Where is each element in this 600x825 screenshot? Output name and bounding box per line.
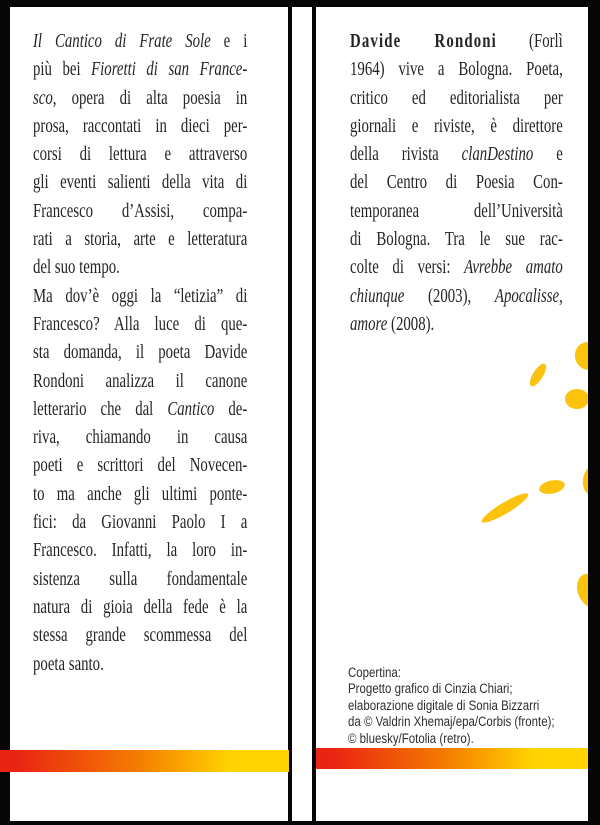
author-bio-text bbox=[350, 28, 563, 339]
text-line: corsi di lettura e attraverso bbox=[33, 144, 248, 166]
text-line: letterario che dal Cantico de- bbox=[33, 398, 248, 420]
text-line: della rivista clanDestino e bbox=[350, 144, 563, 166]
text-line: prosa, raccontati in dieci per- bbox=[33, 115, 248, 137]
text-line: fici: da Giovanni Paolo I a bbox=[33, 512, 248, 534]
credits-text bbox=[348, 665, 579, 747]
text-line: critico ed editorialista per bbox=[350, 87, 563, 109]
text-line: Davide Rondoni (Forlì bbox=[350, 31, 563, 52]
credits-line: Progetto grafico di Cinzia Chiari; bbox=[348, 681, 513, 697]
text-line: amore (2008). bbox=[350, 313, 435, 335]
text-line: temporanea dell’Università bbox=[350, 200, 563, 222]
text-line: più bei Fioretti di san France- bbox=[33, 59, 248, 81]
text-line: di Bologna. Tra le sue rac- bbox=[350, 229, 563, 251]
book-blurb-text bbox=[33, 28, 247, 679]
text-line: sco, opera di alta poesia in bbox=[33, 87, 248, 109]
text-line: poeti e scrittori del Novecen- bbox=[33, 455, 248, 477]
text-line: Francesco d’Assisi, compa- bbox=[33, 200, 248, 222]
text-line: poeta santo. bbox=[33, 653, 104, 675]
credits-line: Copertina: bbox=[348, 665, 401, 680]
text-line: 1964) vive a Bologna. Poeta, bbox=[350, 59, 563, 81]
text-line: natura di gioia della fede è la bbox=[33, 596, 248, 618]
flap-gap-strip bbox=[292, 7, 312, 821]
text-line: sistenza sulla fondamentale bbox=[33, 568, 248, 590]
credits-line: elaborazione digitale di Sonia Bizzarri bbox=[348, 697, 540, 713]
text-line: gli eventi salienti della vita di bbox=[33, 172, 248, 194]
credits-line: © bluesky/Fotolia (retro). bbox=[348, 730, 474, 746]
text-line: colte di versi: Avrebbe amato bbox=[350, 257, 563, 279]
text-line: del Centro di Poesia Con- bbox=[350, 172, 563, 194]
text-line: stessa grande scommessa del bbox=[33, 625, 248, 647]
text-line: chiunque (2003), Apocalisse, bbox=[350, 285, 563, 307]
text-line: sta domanda, il poeta Davide bbox=[33, 342, 248, 364]
text-line: Il Cantico di Frate Sole e i bbox=[33, 31, 248, 52]
text-line: Rondoni analizza il canone bbox=[33, 370, 248, 392]
text-line: Francesco. Infatti, la loro in- bbox=[33, 540, 248, 562]
text-line: riva, chiamando in causa bbox=[33, 427, 248, 449]
right-gradient-bar bbox=[316, 748, 588, 769]
text-line: rati a storia, arte e letteratura bbox=[33, 229, 248, 251]
text-line: Ma dov’è oggi la “letizia” di bbox=[33, 285, 248, 307]
left-gradient-bar bbox=[0, 750, 289, 772]
text-line: Francesco? Alla luce di que- bbox=[33, 313, 248, 335]
text-line: del suo tempo. bbox=[33, 257, 120, 279]
credits-line: da © Valdrin Xhemaj/epa/Corbis (fronte); bbox=[348, 714, 555, 730]
text-line: to ma anche gli ultimi ponte- bbox=[33, 483, 248, 505]
text-line: giornali e riviste, è direttore bbox=[350, 115, 563, 137]
